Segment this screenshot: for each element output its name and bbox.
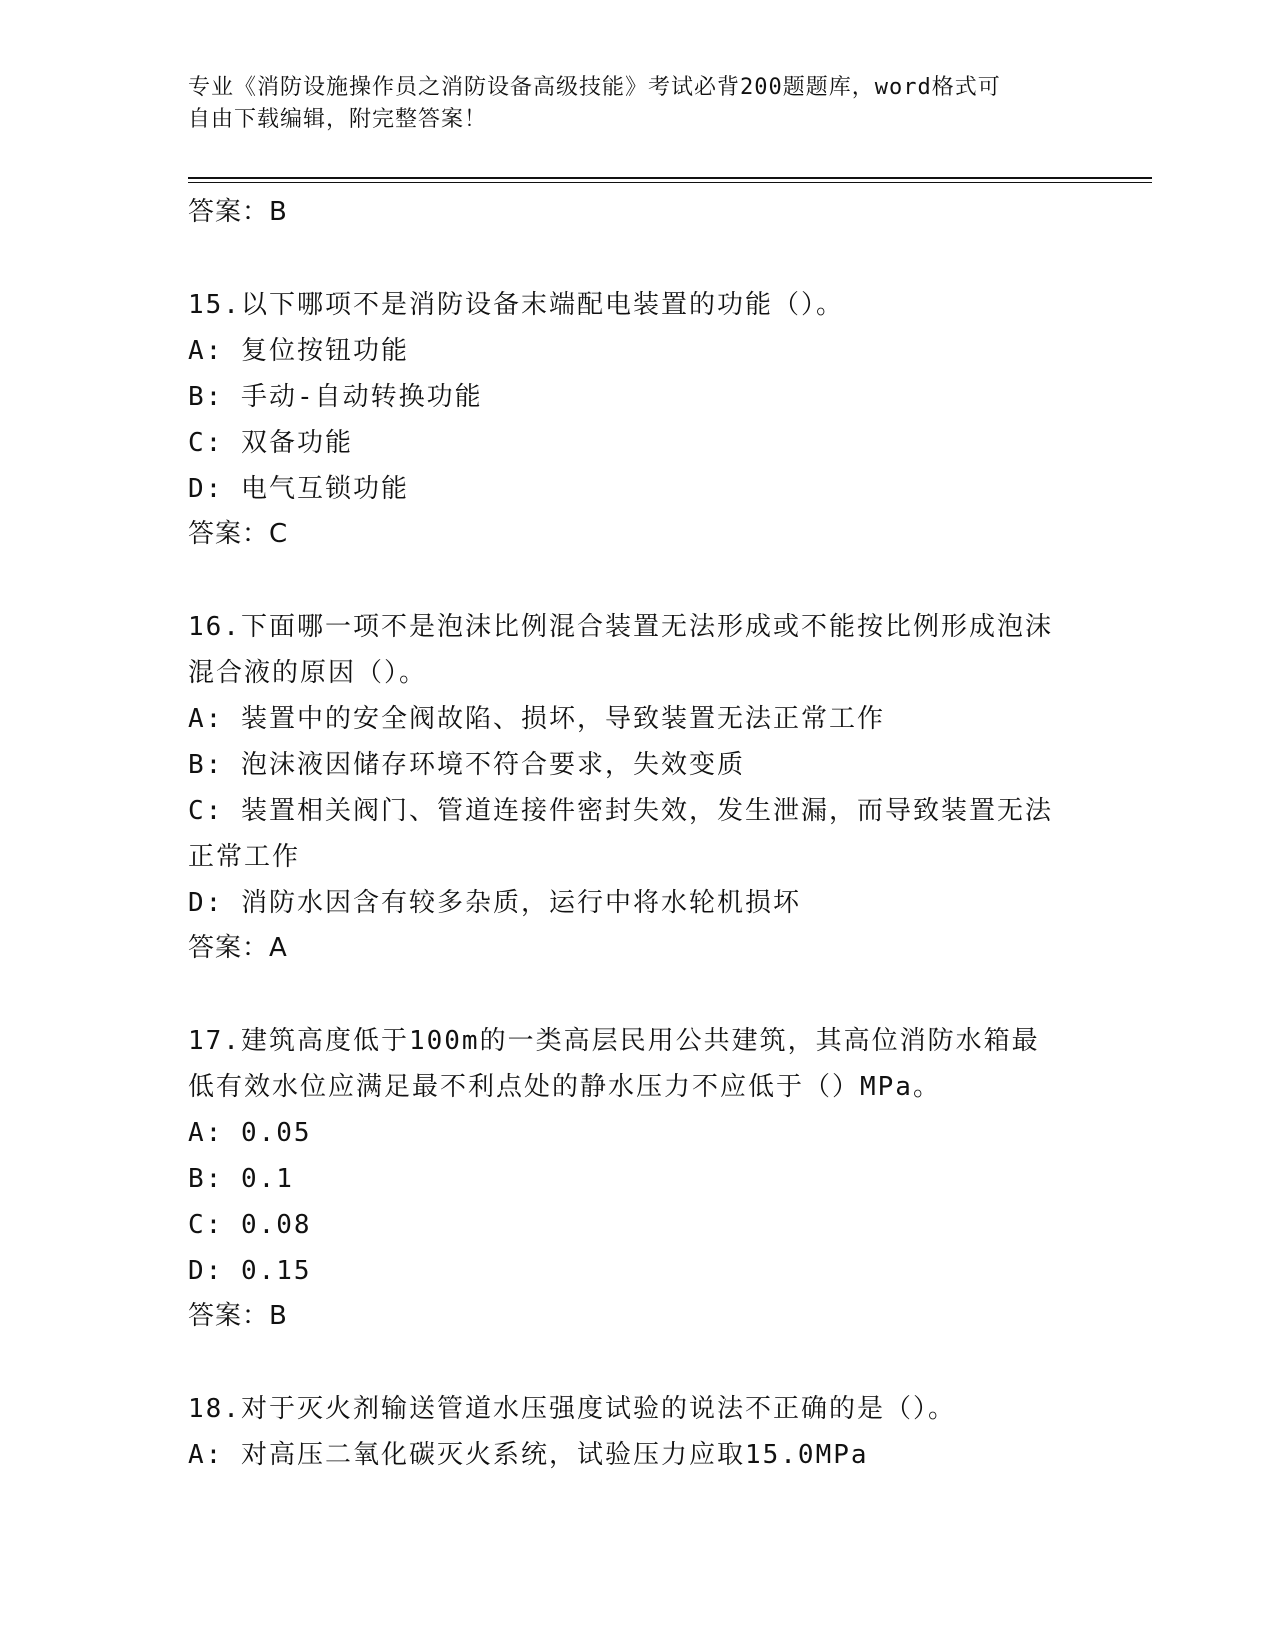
question-15 [188, 282, 1088, 556]
page-header [188, 72, 1068, 136]
option-d: D: 消防水因含有较多杂质，运行中将水轮机损坏 [188, 888, 801, 918]
option-c: C: 双备功能 [188, 428, 353, 458]
header-line-2: 自由下载编辑，附完整答案！ [188, 107, 488, 132]
question-stem: 18.对于灭火剂输送管道水压强度试验的说法不正确的是（）。 [188, 1394, 956, 1424]
question-stem-line-1: 17.建筑高度低于100m的一类高层民用公共建筑，其高位消防水箱最 [188, 1026, 1040, 1056]
answer-label: 答案：C [188, 519, 289, 549]
option-c: C: 0.08 [188, 1210, 312, 1240]
header-line-1: 专业《消防设施操作员之消防设备高级技能》考试必背200题题库，word格式可 [188, 75, 1001, 100]
question-stem-line-2: 混合液的原因（）。 [188, 658, 428, 688]
question-list [188, 190, 1088, 1478]
question-stem-line-2: 低有效水位应满足最不利点处的静水压力不应低于（）MPa。 [188, 1072, 941, 1102]
question-18 [188, 1386, 1088, 1478]
option-c-continued: 正常工作 [188, 842, 301, 872]
question-17 [188, 1018, 1088, 1338]
header-divider-thick [188, 177, 1152, 179]
header-divider-thin [188, 182, 1152, 183]
answer-label: 答案：A [188, 933, 288, 963]
option-a: A: 装置中的安全阀故陷、损坏，导致装置无法正常工作 [188, 704, 885, 734]
option-a: A: 复位按钮功能 [188, 336, 409, 366]
option-a: A: 0.05 [188, 1118, 312, 1148]
option-b: B: 0.1 [188, 1164, 294, 1194]
option-b: B: 泡沫液因储存环境不符合要求，失效变质 [188, 750, 745, 780]
answer-label: 答案：B [188, 197, 288, 227]
option-d: D: 0.15 [188, 1256, 312, 1286]
question-stem-line-1: 16.下面哪一项不是泡沫比例混合装置无法形成或不能按比例形成泡沫 [188, 612, 1053, 642]
option-d: D: 电气互锁功能 [188, 474, 409, 504]
option-b: B: 手动-自动转换功能 [188, 382, 483, 412]
option-a: A: 对高压二氧化碳灭火系统，试验压力应取15.0MPa [188, 1440, 869, 1470]
answer-label: 答案：B [188, 1301, 288, 1331]
question-16 [188, 604, 1088, 970]
question-stem: 15.以下哪项不是消防设备末端配电装置的功能（）。 [188, 290, 844, 320]
option-c: C: 装置相关阀门、管道连接件密封失效，发生泄漏，而导致装置无法 [188, 796, 1053, 826]
